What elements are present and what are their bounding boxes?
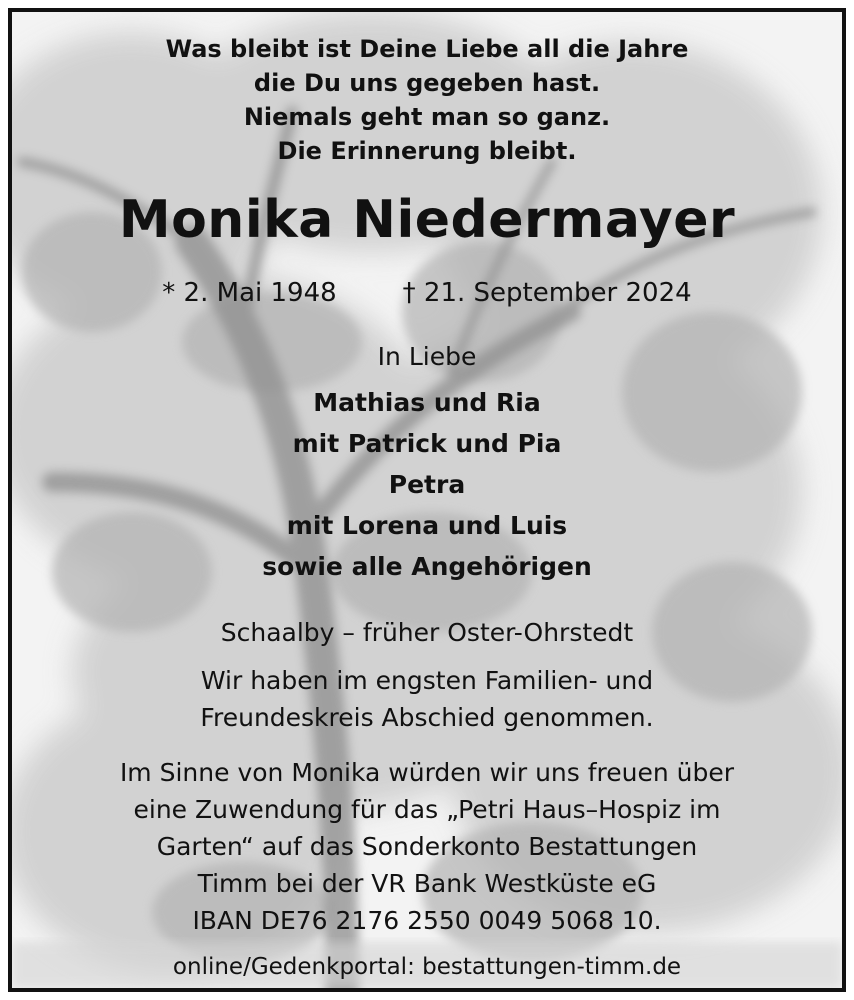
donation-line-1: Im Sinne von Monika würden wir uns freuen über <box>119 758 735 787</box>
death-date: † 21. September 2024 <box>402 278 692 308</box>
obituary-content <box>12 12 842 988</box>
intro-text: In Liebe <box>377 342 477 371</box>
obituary-frame <box>8 8 846 992</box>
place-text: Schaalby – früher Oster-Ohrstedt <box>220 618 634 647</box>
family-line-4: mit Lorena und Luis <box>286 511 568 540</box>
verse-line-1: Was bleibt ist Deine Liebe all die Jahre <box>165 35 689 63</box>
donation-iban: IBAN DE76 2176 2550 0049 5068 10. <box>192 906 662 935</box>
donation-line-3: Garten“ auf das Sonderkonto Bestattungen <box>156 832 698 861</box>
life-dates <box>12 276 842 310</box>
family-line-3: Petra <box>388 470 466 499</box>
family-line-2: mit Patrick und Pia <box>292 429 562 458</box>
farewell-line-1: Wir haben im engsten Familien- und <box>200 666 654 695</box>
donation-line-2: eine Zuwendung für das „Petri Haus–Hospiz im <box>133 795 721 824</box>
family-line-5: sowie alle Angehörigen <box>262 552 592 581</box>
farewell-line-2: Freundeskreis Abschied genommen. <box>200 703 654 732</box>
deceased-name: Monika Niedermayer <box>118 190 736 250</box>
birth-date: * 2. Mai 1948 <box>162 278 337 308</box>
verse-line-3: Niemals geht man so ganz. <box>243 103 611 131</box>
family-line-1: Mathias und Ria <box>313 388 541 417</box>
verse-line-4: Die Erinnerung bleibt. <box>277 137 577 165</box>
verse-line-2: die Du uns gegeben hast. <box>253 69 601 97</box>
donation-line-4: Timm bei der VR Bank Westküste eG <box>197 869 657 898</box>
memorial-portal-link[interactable]: online/Gedenkportal: bestattungen-timm.de <box>172 954 682 980</box>
